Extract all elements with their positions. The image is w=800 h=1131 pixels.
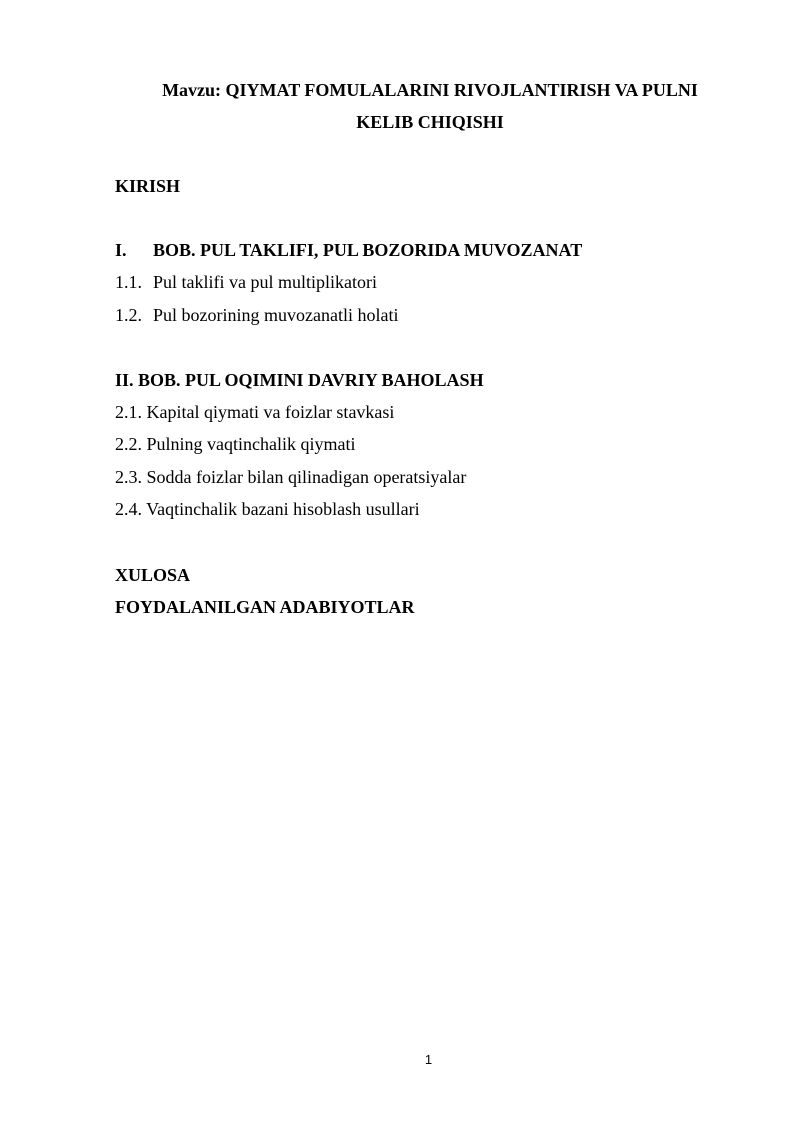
toc-item-1-2-number: 1.2. bbox=[115, 305, 142, 325]
title-line-1: Mavzu: QIYMAT FOMULALARINI RIVOJLANTIRISH VA PULNI bbox=[162, 80, 698, 100]
document-title bbox=[115, 74, 745, 138]
toc-item-2-1: 2.1. Kapital qiymati va foizlar stavkasi bbox=[115, 402, 395, 422]
toc-item-1-1 bbox=[115, 270, 377, 294]
chapter-1-number: I. bbox=[115, 240, 127, 260]
references-heading: FOYDALANILGAN ADABIYOTLAR bbox=[115, 597, 415, 617]
toc-item-2-4: 2.4. Vaqtinchalik bazani hisoblash usullari bbox=[115, 499, 420, 519]
conclusion-heading: XULOSA bbox=[115, 565, 191, 585]
toc-item-1-1-text: Pul taklifi va pul multiplikatori bbox=[153, 272, 377, 292]
toc-item-2-2: 2.2. Pulning vaqtinchalik qiymati bbox=[115, 434, 356, 454]
toc-item-2-3: 2.3. Sodda foizlar bilan qilinadigan operatsiyalar bbox=[115, 467, 467, 487]
title-line-2: KELIB CHIQISHI bbox=[356, 112, 504, 132]
chapter-1-heading bbox=[115, 238, 582, 262]
page-number: 1 bbox=[424, 1052, 433, 1067]
toc-item-1-2-text: Pul bozorining muvozanatli holati bbox=[153, 305, 399, 325]
toc-item-1-1-number: 1.1. bbox=[115, 272, 142, 292]
chapter-1-title: BOB. PUL TAKLIFI, PUL BOZORIDA MUVOZANAT bbox=[153, 240, 583, 260]
toc-item-1-2 bbox=[115, 303, 398, 327]
intro-heading: KIRISH bbox=[115, 176, 181, 196]
chapter-2-heading: II. BOB. PUL OQIMINI DAVRIY BAHOLASH bbox=[115, 370, 484, 390]
